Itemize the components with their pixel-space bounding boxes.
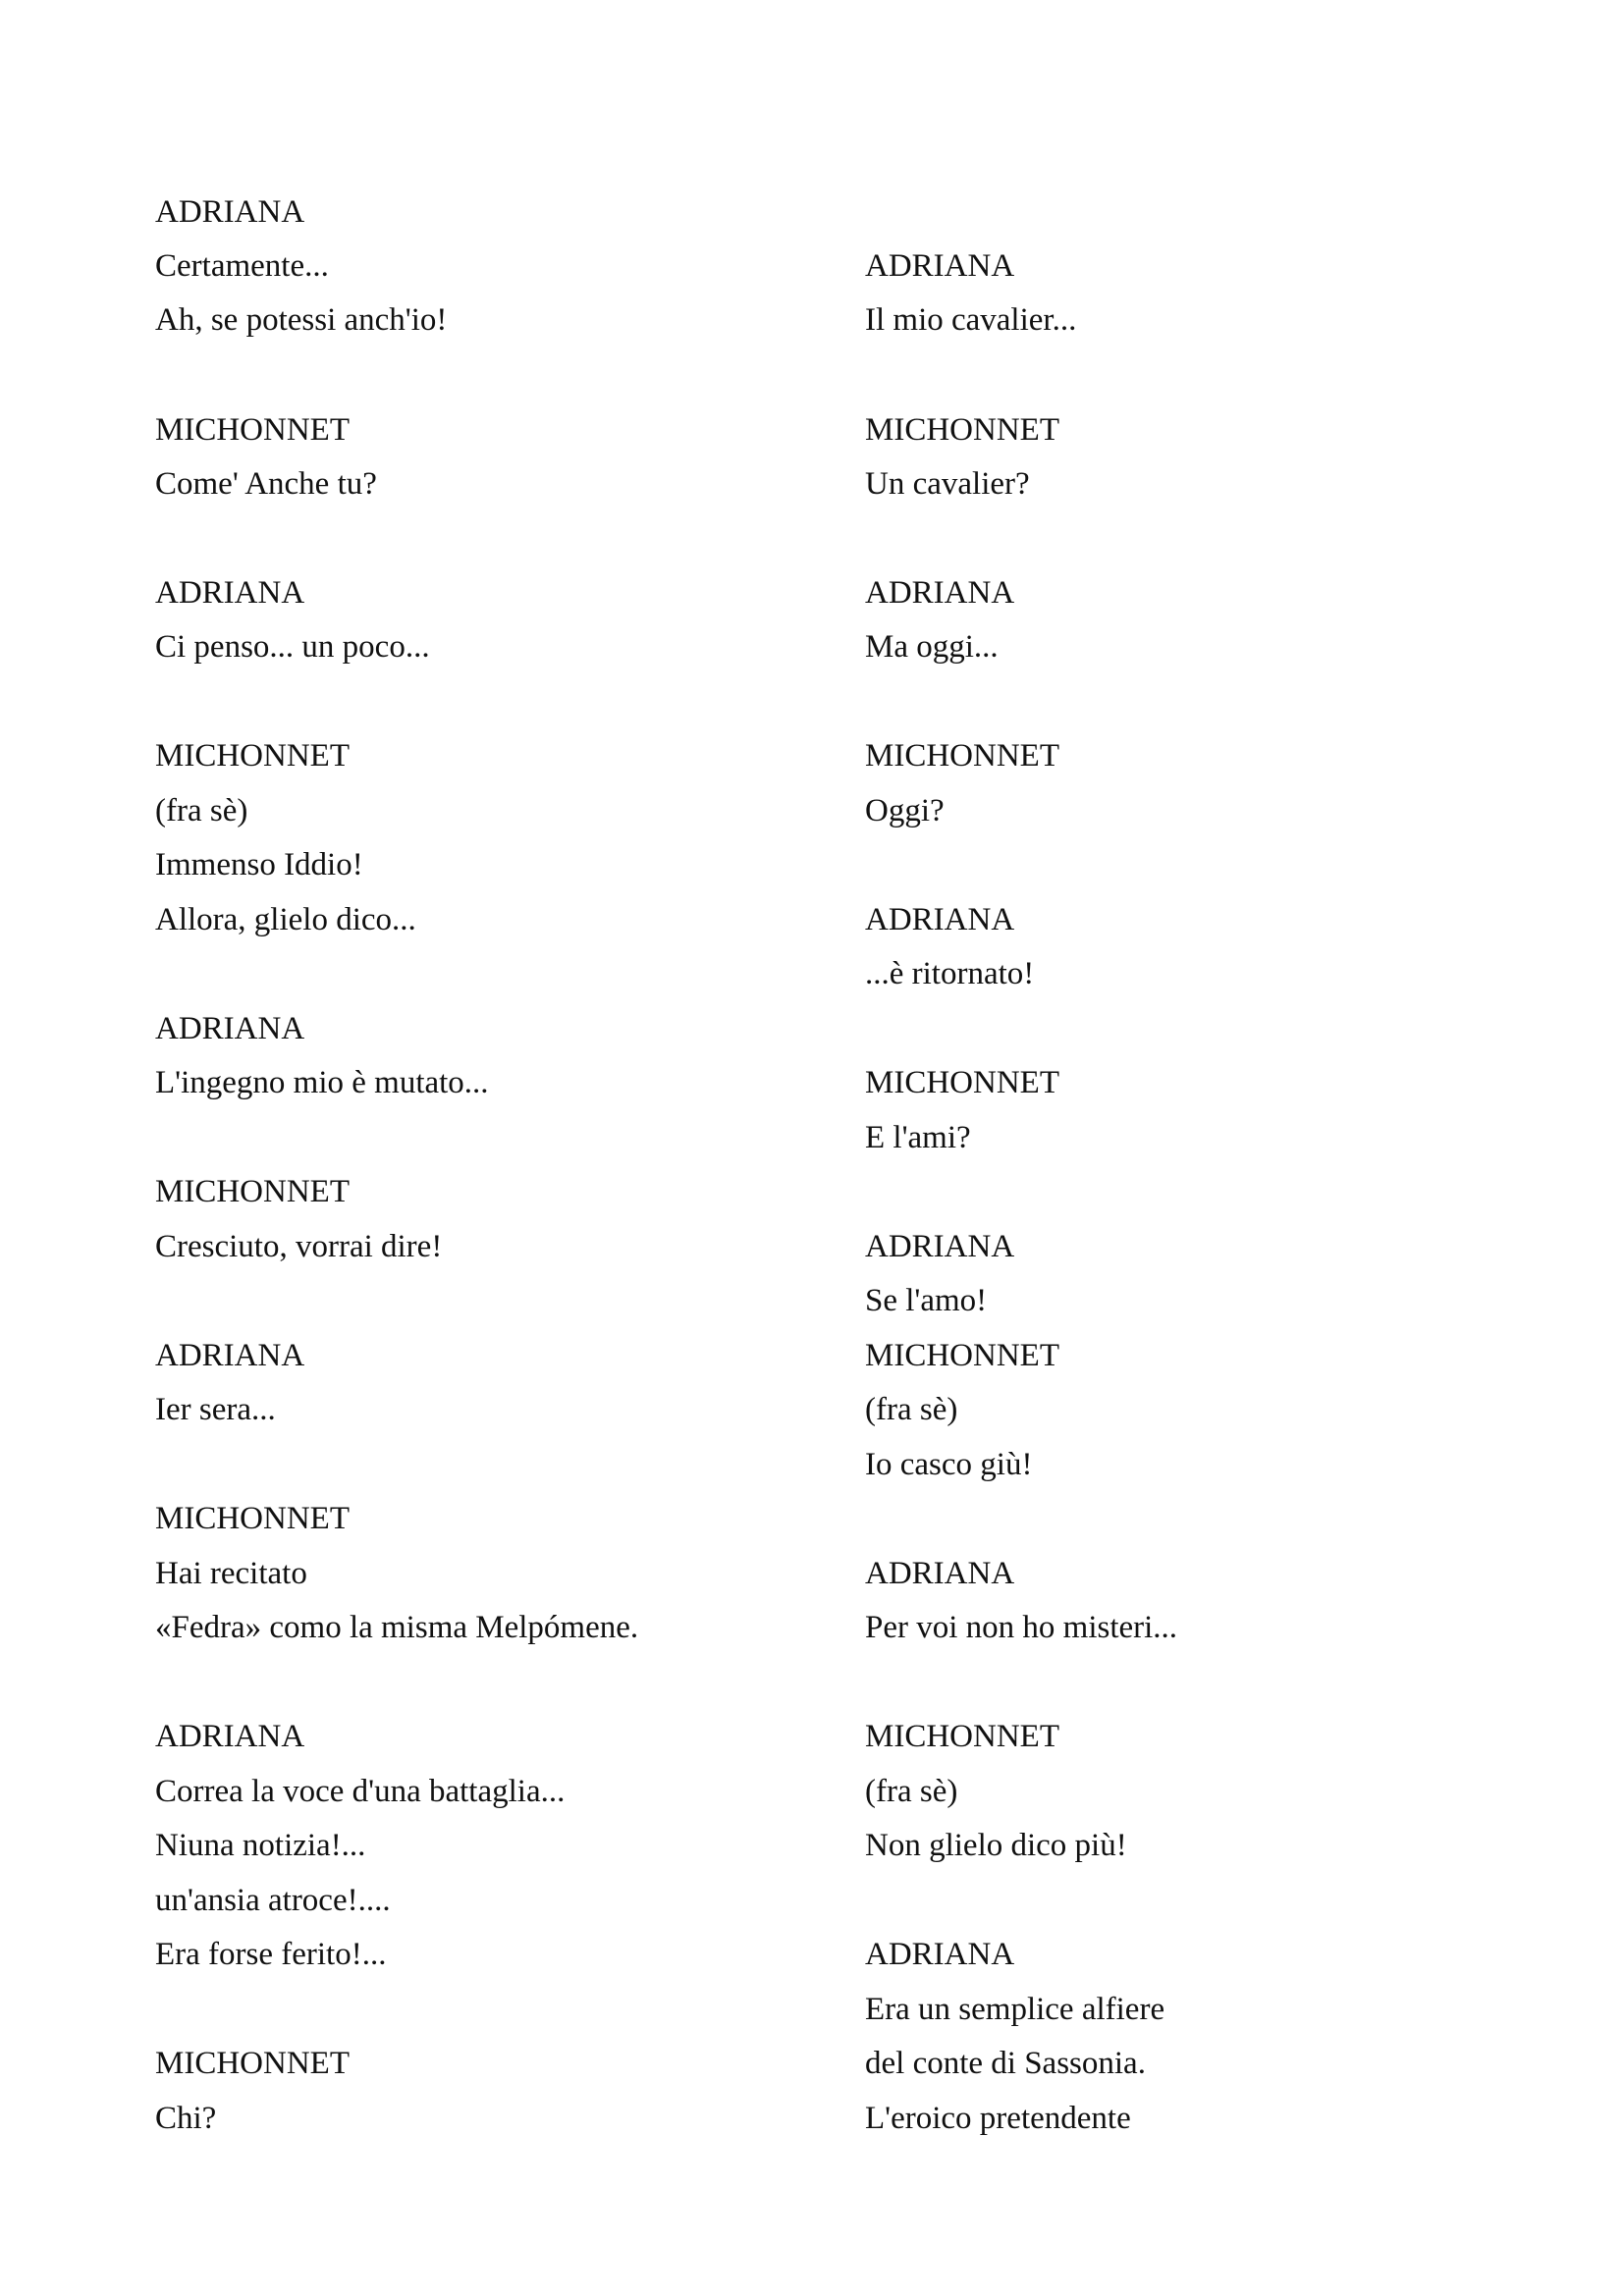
dialogue-line: Non glielo dico più!	[865, 1828, 1127, 1863]
dialogue-line: Ma oggi...	[865, 629, 999, 665]
dialogue-line: Un cavalier?	[865, 466, 1030, 502]
speaker-name: MICHONNET	[155, 412, 350, 448]
speaker-name: MICHONNET	[865, 1338, 1059, 1373]
speaker-name: ADRIANA	[865, 1229, 1015, 1264]
speaker-name: MICHONNET	[155, 1501, 350, 1536]
speaker-name: MICHONNET	[865, 738, 1059, 774]
dialogue-line: Certamente...	[155, 248, 329, 284]
dialogue-line: Ier sera...	[155, 1392, 276, 1427]
dialogue-line: L'eroico pretendente	[865, 2101, 1131, 2136]
dialogue-line: Come' Anche tu?	[155, 466, 377, 502]
dialogue-line: Se l'amo!	[865, 1283, 988, 1318]
speaker-name: ADRIANA	[155, 1338, 305, 1373]
dialogue-line: Immenso Iddio!	[155, 847, 363, 882]
speaker-name: MICHONNET	[155, 2046, 350, 2081]
speaker-name: ADRIANA	[155, 1011, 305, 1046]
dialogue-line: Io casco giù!	[865, 1447, 1033, 1482]
speaker-name: ADRIANA	[865, 575, 1015, 611]
speaker-name: ADRIANA	[865, 902, 1015, 937]
dialogue-line: Il mio cavalier...	[865, 302, 1077, 338]
dialogue-line: «Fedra» como la misma Melpómene.	[155, 1610, 639, 1645]
dialogue-line: Era forse ferito!...	[155, 1937, 387, 1972]
dialogue-line: E l'ami?	[865, 1120, 971, 1155]
speaker-name: MICHONNET	[865, 1719, 1059, 1754]
dialogue-line: Correa la voce d'una battaglia...	[155, 1774, 566, 1809]
stage-direction: (fra sè)	[865, 1392, 958, 1427]
dialogue-line: Cresciuto, vorrai dire!	[155, 1229, 443, 1264]
speaker-name: ADRIANA	[155, 1719, 305, 1754]
dialogue-line: Ah, se potessi anch'io!	[155, 302, 448, 338]
stage-direction: (fra sè)	[865, 1774, 958, 1809]
speaker-name: MICHONNET	[155, 1174, 350, 1209]
dialogue-line: Era un semplice alfiere	[865, 1992, 1165, 2027]
dialogue-line: ...è ritornato!	[865, 956, 1035, 991]
speaker-name: ADRIANA	[865, 1556, 1015, 1591]
dialogue-line: Ci penso... un poco...	[155, 629, 430, 665]
dialogue-line: un'ansia atroce!....	[155, 1883, 391, 1918]
dialogue-line: L'ingegno mio è mutato...	[155, 1065, 489, 1100]
dialogue-line: Hai recitato	[155, 1556, 307, 1591]
speaker-name: ADRIANA	[155, 194, 305, 230]
dialogue-line: Chi?	[155, 2101, 217, 2136]
dialogue-line: Per voi non ho misteri...	[865, 1610, 1178, 1645]
dialogue-line: Allora, glielo dico...	[155, 902, 416, 937]
speaker-name: MICHONNET	[865, 412, 1059, 448]
speaker-name: ADRIANA	[865, 1937, 1015, 1972]
dialogue-line: Niuna notizia!...	[155, 1828, 366, 1863]
speaker-name: MICHONNET	[155, 738, 350, 774]
speaker-name: MICHONNET	[865, 1065, 1059, 1100]
dialogue-line: Oggi?	[865, 793, 945, 828]
stage-direction: (fra sè)	[155, 793, 248, 828]
speaker-name: ADRIANA	[865, 248, 1015, 284]
speaker-name: ADRIANA	[155, 575, 305, 611]
dialogue-line: del conte di Sassonia.	[865, 2046, 1146, 2081]
